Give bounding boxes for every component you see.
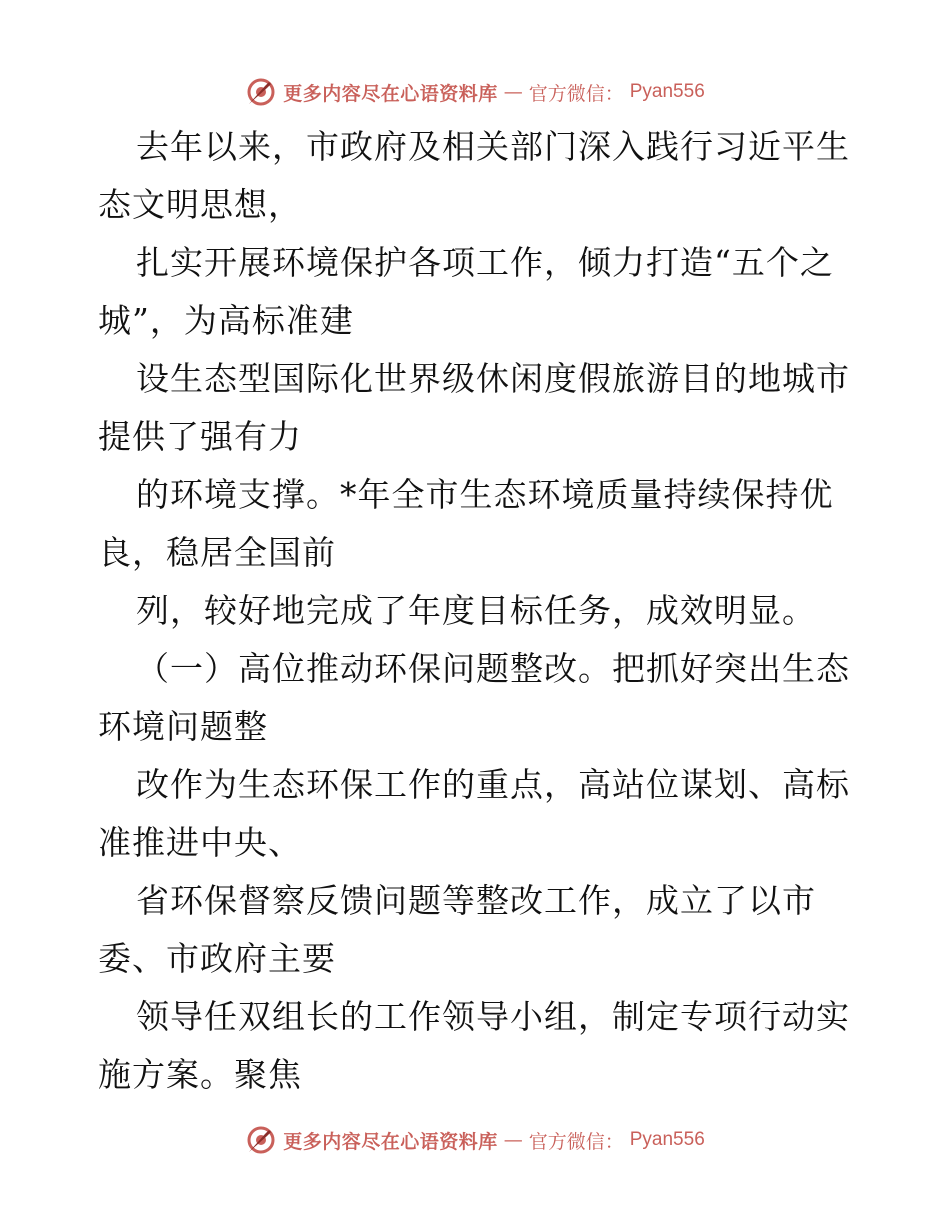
footer-wechat-id: Pyan556 <box>629 1129 705 1150</box>
footer-banner-content <box>245 1124 705 1156</box>
body-line: 态文明思想， <box>98 185 302 224</box>
body-line: 准推进中央、 <box>98 823 302 862</box>
footer-banner <box>0 1120 950 1160</box>
document-body <box>98 118 858 1104</box>
footer-banner-separator: — <box>503 1129 523 1151</box>
header-banner-content <box>245 76 705 108</box>
body-line: 良，稳居全国前 <box>98 533 336 572</box>
body-line: 提供了强有力 <box>98 417 302 456</box>
header-banner-title: 更多内容尽在心语资料库 <box>283 82 498 105</box>
body-line: 施方案。聚焦 <box>98 1055 302 1094</box>
footer-wechat-label: 官方微信： <box>528 1130 624 1153</box>
body-line: 省环保督察反馈问题等整改工作，成立了以市 <box>136 881 816 920</box>
body-line: 城”，为高标准建 <box>98 301 354 340</box>
body-line: 列，较好地完成了年度目标任务，成效明显。 <box>136 591 816 630</box>
header-wechat-label: 官方微信： <box>528 82 624 105</box>
body-line: 扎实开展环境保护各项工作，倾力打造“五个之 <box>136 243 834 282</box>
body-line: 委、市政府主要 <box>98 939 336 978</box>
quill-logo-icon <box>245 1124 277 1156</box>
body-line: 的环境支撑。*年全市生态环境质量持续保持优 <box>136 475 834 514</box>
body-line: 去年以来，市政府及相关部门深入践行习近平生 <box>136 127 850 166</box>
footer-banner-title: 更多内容尽在心语资料库 <box>283 1130 498 1153</box>
header-banner <box>0 72 950 112</box>
body-line: 设生态型国际化世界级休闲度假旅游目的地城市 <box>136 359 850 398</box>
header-banner-separator: — <box>503 81 523 103</box>
header-wechat-id: Pyan556 <box>629 81 705 102</box>
body-line: （一）高位推动环保问题整改。把抓好突出生态 <box>136 649 850 688</box>
body-line: 环境问题整 <box>98 707 268 746</box>
body-line: 改作为生态环保工作的重点，高站位谋划、高标 <box>136 765 850 804</box>
quill-logo-icon <box>245 76 277 108</box>
body-line: 领导任双组长的工作领导小组，制定专项行动实 <box>136 997 850 1036</box>
